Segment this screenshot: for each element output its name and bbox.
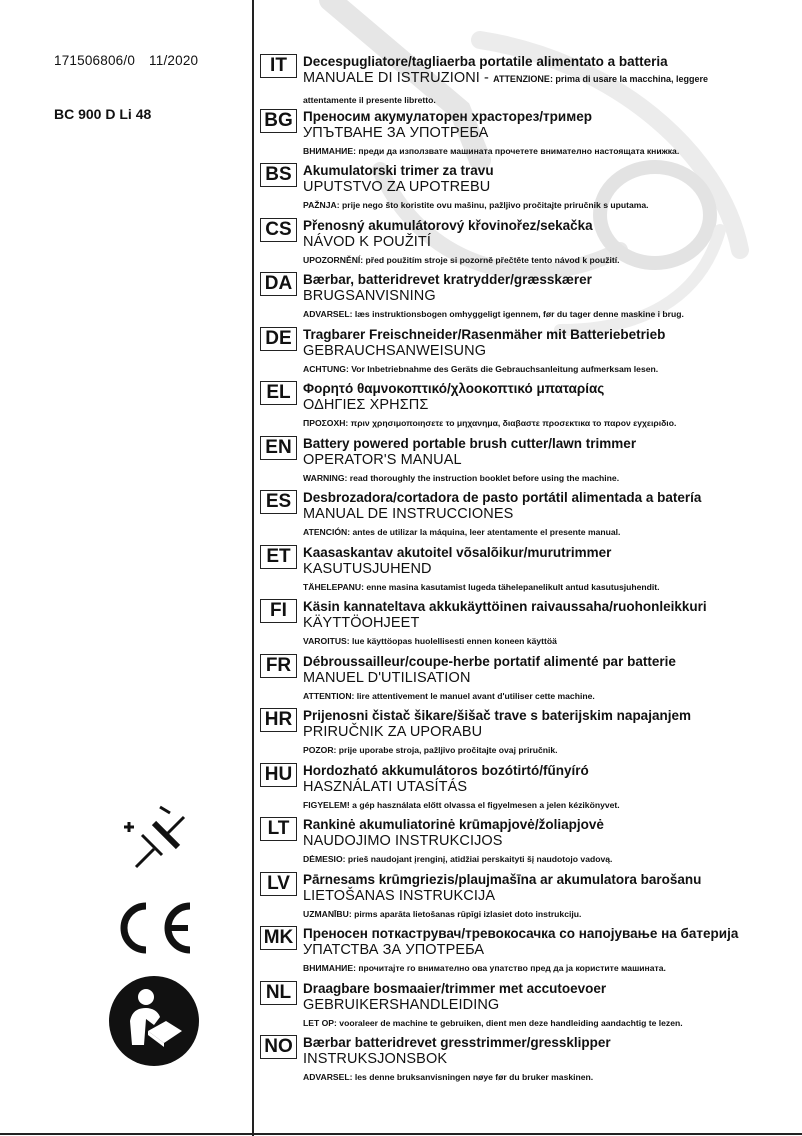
document-date: 11/2020	[149, 53, 199, 68]
language-block-es	[260, 490, 800, 545]
language-code: ES	[260, 490, 297, 514]
product-title: Decespugliatore/tagliaerba portatile alimentato a batteria	[303, 54, 668, 69]
product-title: Akumulatorski trimer za travu	[303, 163, 494, 178]
document-code-line	[54, 53, 198, 68]
warning-text: ACHTUNG: Vor Inbetriebnahme des Geräts die Gebrauchsanleitung aufmerksam lesen.	[303, 363, 659, 374]
manual-name-text: GEBRAUCHSANWEISUNG	[303, 342, 487, 359]
manual-name	[303, 942, 484, 959]
language-block-bs	[260, 163, 800, 218]
language-code: EL	[260, 381, 297, 405]
language-code: NO	[260, 1035, 297, 1059]
language-code: MK	[260, 926, 297, 950]
manual-name-text: NÁVOD K POUŽITÍ	[303, 233, 431, 250]
manual-name	[303, 561, 432, 578]
language-block-lt	[260, 817, 800, 872]
language-code: LV	[260, 872, 297, 896]
manual-name	[303, 179, 490, 196]
language-block-mk	[260, 926, 800, 981]
warning-text: ВНИМАНИЕ: прочитајте го внимателно ова упатство пред да ја користите машината.	[303, 963, 666, 973]
warning-text: TÄHELEPANU: enne masina kasutamist lugeda tähelepanelikult antud kasutusjuhendit.	[303, 581, 660, 592]
warning-text: DĖMESIO: prieš naudojant įrenginį, atidžiai perskaityti šį naudotojo vadovą.	[303, 854, 613, 864]
language-block-hr	[260, 708, 800, 763]
warning-text: LET OP: vooraleer de machine te gebruiken, dient men deze handleiding aandachtig te lezen.	[303, 1017, 683, 1028]
product-title: Tragbarer Freischneider/Rasenmäher mit Batteriebetrieb	[303, 326, 666, 342]
manual-name	[303, 1051, 447, 1068]
language-block-en	[260, 436, 800, 491]
manual-name	[303, 724, 482, 741]
manual-name	[303, 125, 488, 142]
product-title: Rankinė akumuliatorinė krūmapjovė/žoliapjovė	[303, 817, 604, 832]
manual-name-text: HASZNÁLATI UTASÍTÁS	[303, 778, 468, 795]
product-title: Käsin kannateltava akkukäyttöinen raivaussaha/ruohonleikkuri	[303, 599, 707, 614]
manual-name-text: NAUDOJIMO INSTRUKCIJOS	[303, 833, 503, 849]
manual-name-text: УПЪТВАНЕ ЗА УПОТРЕБА	[303, 124, 489, 141]
language-code: EN	[260, 436, 297, 460]
warning-text: ATENCIÓN: antes de utilizar la máquina, leer atentamente el presente manual.	[303, 527, 621, 537]
manual-name-text: UPUTSTVO ZA UPOTREBU	[303, 179, 491, 195]
manual-name-text: KASUTUSJUHEND	[303, 560, 432, 577]
language-code: IT	[260, 54, 297, 78]
language-block-nl	[260, 981, 800, 1036]
product-title: Přenosný akumulátorový křovinořez/sekačka	[303, 217, 593, 233]
manual-name-text: GEBRUIKERSHANDLEIDING	[303, 996, 500, 1013]
manual-name-text: PRIRUČNIK ZA UPORABU	[303, 724, 483, 740]
language-code: ET	[260, 545, 297, 569]
language-block-no	[260, 1035, 800, 1090]
manual-name-text: MANUALE DI ISTRUZIONI -	[303, 70, 494, 86]
warning-text: PAŽNJA: prije nego što koristite ovu mašinu, pažljivo pročitajte priručnik s uputama.	[303, 200, 649, 210]
manual-name	[303, 615, 419, 632]
language-code: CS	[260, 218, 297, 242]
manual-name	[303, 70, 708, 88]
language-block-lv	[260, 872, 800, 927]
language-code: NL	[260, 981, 297, 1005]
product-title: Battery powered portable brush cutter/lawn trimmer	[303, 435, 637, 451]
warning-text: ADVARSEL: læs instruktionsbogen omhyggeligt igennem, før du tager denne maskine i brug.	[303, 309, 684, 319]
language-code: HU	[260, 763, 297, 787]
warning-text: VAROITUS: lue käyttöopas huolellisesti ennen koneen käyttöä	[303, 636, 557, 646]
warning-text: ATTENTION: lire attentivement le manuel avant d'utiliser cette machine.	[303, 690, 595, 701]
product-title: Pārnesams krūmgriezis/plaujmašīna ar akumulatora barošanu	[303, 871, 702, 887]
language-code: FI	[260, 599, 297, 623]
ce-mark-icon	[108, 898, 198, 958]
warning-text: FIGYELEM! a gép használata előtt olvassa el figyelmesen a jelen kézikönyvet.	[303, 799, 620, 810]
manual-name	[303, 833, 503, 850]
warning-text: UPOZORNĚNÍ: před použitím stroje si pozorně přečtěte tento návod k použití.	[303, 254, 620, 265]
manual-name	[303, 288, 436, 305]
language-code: FR	[260, 654, 297, 678]
manual-name-text: INSTRUKSJONSBOK	[303, 1051, 448, 1067]
product-title: Draagbare bosmaaier/trimmer met accutoevoer	[303, 980, 607, 996]
manual-name-text: OPERATOR'S MANUAL	[303, 451, 462, 468]
language-code: DE	[260, 327, 297, 351]
warning-text-continued: attentamente il presente libretto.	[303, 95, 436, 105]
product-title: Kaasaskantav akutoitel võsalõikur/murutrimmer	[303, 544, 612, 560]
language-code: BS	[260, 163, 297, 187]
language-block-hu	[260, 763, 800, 818]
language-block-da	[260, 272, 800, 327]
language-block-bg	[260, 109, 800, 164]
manual-name	[303, 997, 499, 1014]
language-block-el	[260, 381, 800, 436]
warning-text: ADVARSEL: les denne bruksanvisningen nøye før du bruker maskinen.	[303, 1072, 594, 1082]
manual-name-text: BRUGSANVISNING	[303, 288, 436, 304]
manual-name	[303, 888, 495, 905]
manual-name-text: УПАТСТВА ЗА УПОТРЕБА	[303, 942, 485, 958]
language-block-fr	[260, 654, 800, 709]
language-block-fi	[260, 599, 800, 654]
language-code: HR	[260, 708, 297, 732]
product-title: Desbrozadora/cortadora de pasto portátil alimentada a batería	[303, 490, 702, 505]
language-code: BG	[260, 109, 297, 133]
document-code: 171506806/0	[54, 53, 136, 68]
language-block-it	[260, 54, 800, 109]
warning-text: POZOR: prije uporabe stroja, pažljivo pročitajte ovaj priručnik.	[303, 745, 558, 755]
manual-name	[303, 343, 486, 360]
manual-name	[303, 397, 428, 414]
manual-name-text: ΟΔΗΓΙΕΣ ΧΡΗΣΠΣ	[303, 397, 429, 413]
product-title: Débroussailleur/coupe-herbe portatif alimenté par batterie	[303, 653, 676, 669]
warning-text: WARNING: read thoroughly the instruction booklet before using the machine.	[303, 472, 620, 483]
language-list	[260, 54, 800, 1090]
battery-polarity-icon	[118, 805, 198, 875]
vertical-divider	[252, 0, 254, 1136]
product-title: Hordozható akkumulátoros bozótirtó/fűnyíró	[303, 762, 589, 778]
warning-text: ΠΡΟΣΟΧΗ: πριν χρησιμοποιησετε το μηχανημα, διαβαστε προσεκτικα το παρον εγχειριδιο.	[303, 418, 677, 428]
product-title: Преносим акумулаторен храсторез/тример	[303, 108, 592, 124]
warning-text: ATTENZIONE: prima di usare la macchina, leggere	[493, 74, 709, 84]
product-title: Prijenosni čistač šikare/šišač trave s baterijskim napajanjem	[303, 708, 691, 723]
manual-name	[303, 452, 462, 469]
product-title: Φορητό θαμνοκοπτικό/χλοοκοπτικό μπαταρίας	[303, 381, 605, 396]
language-block-de	[260, 327, 800, 382]
language-block-et	[260, 545, 800, 600]
manual-name-text: MANUEL D'UTILISATION	[303, 669, 471, 686]
product-title: Bærbar, batteridrevet kratrydder/græsskærer	[303, 272, 592, 287]
language-code: DA	[260, 272, 297, 296]
language-block-cs	[260, 218, 800, 273]
model-name: BC 900 D Li 48	[54, 106, 152, 122]
warning-text: ВНИМАНИЕ: преди да използвате машината прочетете внимателно настоящата книжка.	[303, 145, 680, 156]
manual-name	[303, 506, 513, 523]
manual-name	[303, 670, 471, 687]
manual-name-text: MANUAL DE INSTRUCCIONES	[303, 506, 514, 522]
manual-name	[303, 234, 431, 251]
product-title: Bærbar batteridrevet gresstrimmer/gressklipper	[303, 1035, 611, 1050]
product-title: Преносен поткаструвач/тревокосачка со напојување на батерија	[303, 926, 739, 941]
bottom-rule	[0, 1133, 802, 1135]
manual-name-text: KÄYTTÖOHJEET	[303, 615, 420, 631]
warning-text: UZMANĪBU: pirms aparāta lietošanas rūpīgi izlasiet doto instrukciju.	[303, 908, 582, 919]
read-manual-icon	[108, 975, 200, 1067]
manual-name	[303, 779, 467, 796]
language-code: LT	[260, 817, 297, 841]
manual-name-text: LIETOŠANAS INSTRUKCIJA	[303, 887, 496, 904]
